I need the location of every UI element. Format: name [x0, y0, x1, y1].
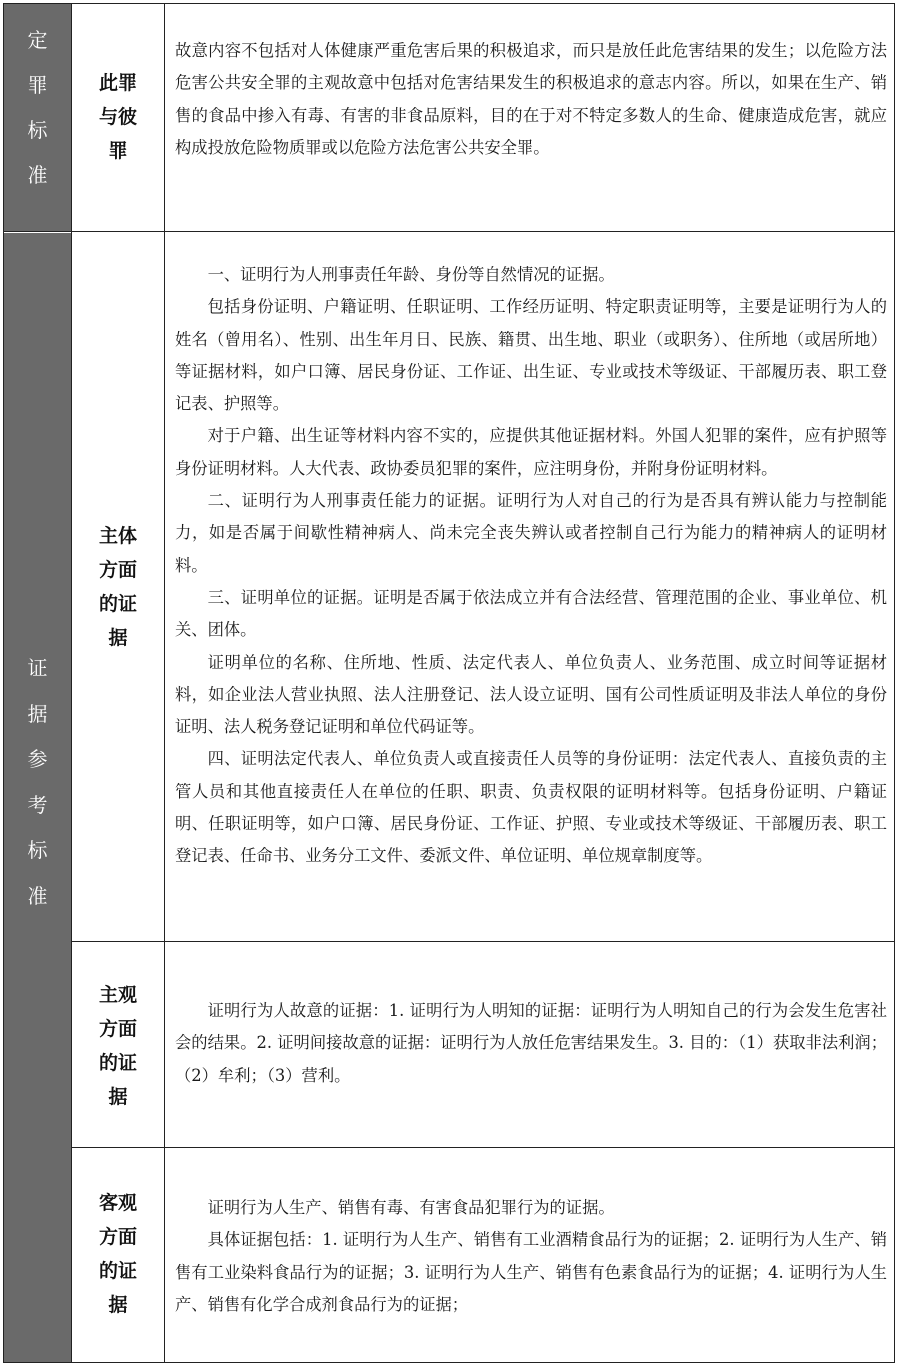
paragraph: 证明单位的名称、住所地、性质、法定代表人、单位负责人、业务范围、成立时间等证据材料，如企业法人营业执照、法人注册登记、法人设立证明、国有公司性质证明及非法人单位的身份证明、法人税务登记证明和单位代码证等。 [175, 652, 887, 737]
paragraph: 证明行为人故意的证据：1. 证明行为人明知的证据：证明行为人明知自己的行为会发生危害社会的结果。2. 证明间接故意的证据：证明行为人放任危害结果发生。3. 目的：（1）获取非法利润；（2）牟利；（3）营利。 [175, 1001, 887, 1085]
row-label-subject-evidence [72, 519, 164, 655]
paragraph: 证明行为人生产、销售有毒、有害食品犯罪行为的证据。 [207, 1198, 615, 1217]
column-divider [71, 3, 72, 1363]
row-label-text: 主体方面的证据 [98, 525, 137, 649]
row-label-text: 客观方面的证据 [98, 1192, 137, 1316]
section-label-conviction [4, 18, 71, 198]
section-label-text: 定罪标准 [27, 28, 48, 187]
row-label-objective-evidence [72, 1186, 164, 1322]
row-label-text: 主观方面的证据 [98, 984, 137, 1108]
paragraph: 三、证明单位的证据。证明是否属于依法成立并有合法经营、管理范围的企业、事业单位、机关、团体。 [175, 587, 887, 640]
paragraph: 具体证据包括：1. 证明行为人生产、销售有工业酒精食品行为的证据；2. 证明行为人生产、销售有工业染料食品行为的证据；3. 证明行为人生产、销售有色素食品行为的证据；4. 证明行为人生产、销售有化学合成剂食品行为的证据； [175, 1230, 887, 1314]
row-label-this-crime-vs-other [72, 66, 164, 168]
row-divider [71, 941, 895, 942]
section-label-text: 证据参考标准 [27, 656, 48, 908]
column-divider [164, 3, 165, 1363]
row-label-subjective-evidence [72, 978, 164, 1114]
row-divider [71, 1147, 895, 1148]
paragraph: 四、证明法定代表人、单位负责人或直接责任人员等的身份证明：法定代表人、直接负责的主管人员和其他直接责任人在单位的任职、职责、负责权限的证明材料等。包括身份证明、户籍证明、任职证明等，如户口簿、居民身份证、工作证、护照、专业或技术等级证、干部履历表、职工登记表、任命书、业务分工文件、委派文件、单位证明、单位规章制度等。 [175, 749, 887, 866]
paragraph: 二、证明行为人刑事责任能力的证据。证明行为人对自己的行为是否具有辨认能力与控制能力，如是否属于间歇性精神病人、尚未完全丧失辨认或者控制自己行为能力的精神病人的证明材料。 [175, 491, 887, 575]
content-subject-evidence [175, 259, 887, 873]
paragraph: 一、证明行为人刑事责任年龄、身份等自然情况的证据。 [207, 265, 615, 284]
content-objective-evidence [175, 1192, 887, 1321]
row-label-text: 此罪与彼罪 [98, 72, 137, 162]
section-label-evidence [4, 646, 71, 919]
paragraph: 故意内容不包括对人体健康严重危害后果的积极追求，而只是放任此危害结果的发生；以危险方法危害公共安全罪的主观故意中包括对危害结果发生的积极追求的意志内容。所以，如果在生产、销售的食品中掺入有毒、有害的非食品原料，目的在于对不特定多数人的生命、健康造成危害，就应构成投放危险物质罪或以危险方法危害公共安全罪。 [175, 41, 887, 157]
content-subjective-evidence [175, 995, 887, 1092]
paragraph: 对于户籍、出生证等材料内容不实的，应提供其他证据材料。外国人犯罪的案件，应有护照等身份证明材料。人大代表、政协委员犯罪的案件，应注明身份，并附身份证明材料。 [175, 426, 887, 478]
paragraph: 包括身份证明、户籍证明、任职证明、工作经历证明、特定职责证明等，主要是证明行为人的姓名（曾用名）、性别、出生年月日、民族、籍贯、出生地、职业（或职务）、住所地（或居所地）等证据材料，如户口簿、居民身份证、工作证、出生证、专业或技术等级证、干部履历表、职工登记表、护照等。 [175, 297, 887, 414]
content-this-crime-vs-other [175, 35, 887, 164]
row-divider [3, 231, 895, 232]
